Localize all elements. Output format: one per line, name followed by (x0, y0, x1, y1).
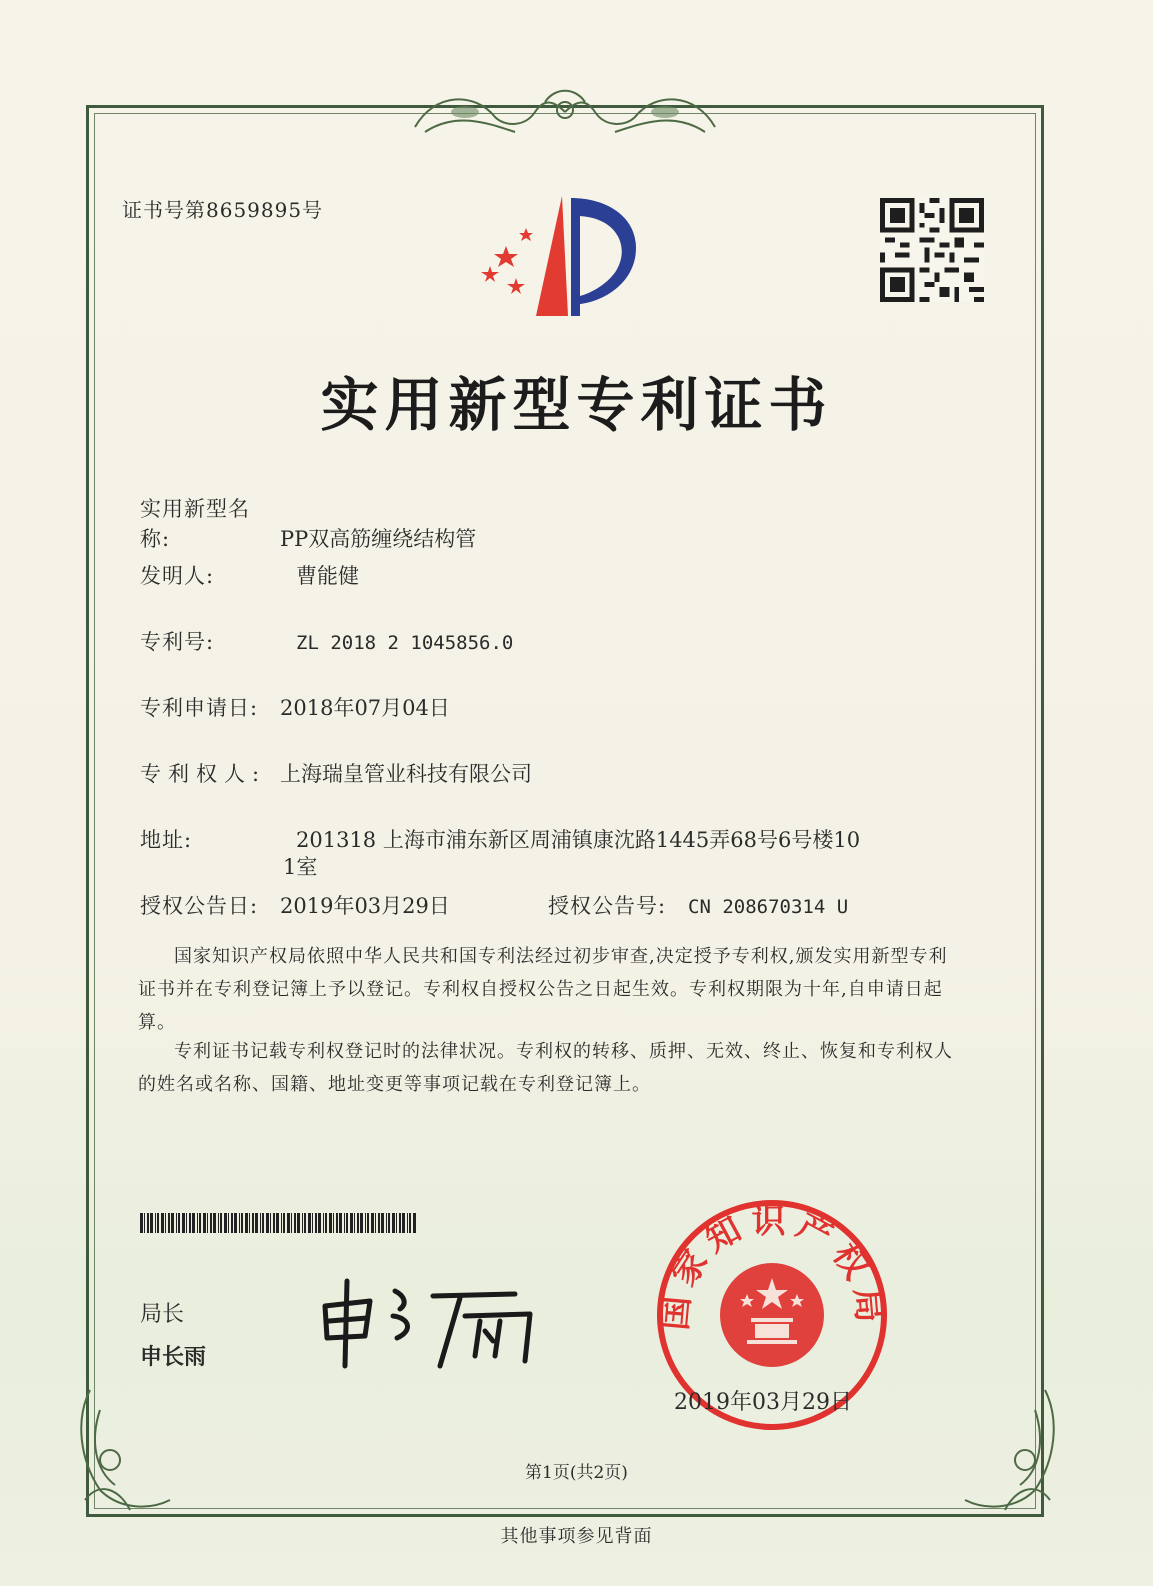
field-label: 地址: (140, 828, 193, 852)
field-value: 2019年03月29日 (280, 894, 450, 918)
certificate-number: 证书号第8659895号 (122, 198, 324, 222)
qr-code-icon (880, 198, 984, 302)
seal-date: 2019年03月29日 (674, 1390, 852, 1415)
barcode-icon (140, 1213, 416, 1233)
field-value: 2018年07月04日 (280, 696, 450, 720)
field-label: 授权公告号: (548, 894, 667, 918)
field-label: 专利权人: (140, 762, 267, 786)
field-label: 发明人: (140, 564, 215, 588)
seal-text: 国家知识产权局 (655, 1201, 890, 1332)
certificate-title: 实用新型专利证书 (320, 371, 833, 439)
director-name: 申长雨 (140, 1344, 207, 1370)
field-value: 201318 上海市浦东新区周浦镇康沈路1445弄68号6号楼10 (296, 828, 861, 852)
legal-paragraph: 国家知识产权局依照中华人民共和国专利法经过初步审查,决定授予专利权,颁发实用新型专利证书并在专利登记簿上予以登记。专利权自授权公告之日起生效。专利权期限为十年,自申请日起算。 (138, 946, 948, 1033)
corner-ornament-icon (955, 1380, 1065, 1520)
field-label: 专利号: (140, 630, 215, 654)
top-ornament-icon (405, 82, 725, 142)
page-number: 第1页(共2页) (525, 1463, 628, 1483)
field-value: PP双高筋缠绕结构管 (280, 527, 477, 551)
patent-office-logo-icon (476, 186, 646, 321)
director-title: 局长 (140, 1302, 185, 1327)
field-address (140, 824, 860, 854)
field-label: 专利申请日: (140, 696, 259, 720)
field-value: CN 208670314 U (688, 896, 849, 918)
footer-note: 其他事项参见背面 (500, 1526, 653, 1547)
field-address-continued: 1室 (283, 855, 318, 879)
field-patent-number (140, 626, 513, 656)
field-grant-date (140, 890, 450, 920)
certificate-inner-frame (94, 113, 1036, 1509)
corner-ornament-icon (70, 1380, 180, 1520)
field-patentee (140, 758, 532, 788)
field-value: 上海瑞皇管业科技有限公司 (280, 762, 532, 786)
field-application-date (140, 692, 450, 722)
director-signature-icon (315, 1276, 550, 1371)
field-label: 授权公告日: (140, 894, 259, 918)
legal-paragraph: 专利证书记载专利权登记时的法律状况。专利权的转移、质押、无效、终止、恢复和专利权人的姓名或名称、国籍、地址变更等事项记载在专利登记簿上。 (138, 1041, 953, 1095)
field-value: ZL 2018 2 1045856.0 (296, 632, 514, 654)
field-grant-number (548, 890, 848, 920)
field-value: 曹能健 (296, 564, 359, 588)
field-utility-model-name (140, 493, 476, 553)
field-inventor (140, 560, 359, 590)
field-label: 实用新型名称: (140, 497, 250, 551)
